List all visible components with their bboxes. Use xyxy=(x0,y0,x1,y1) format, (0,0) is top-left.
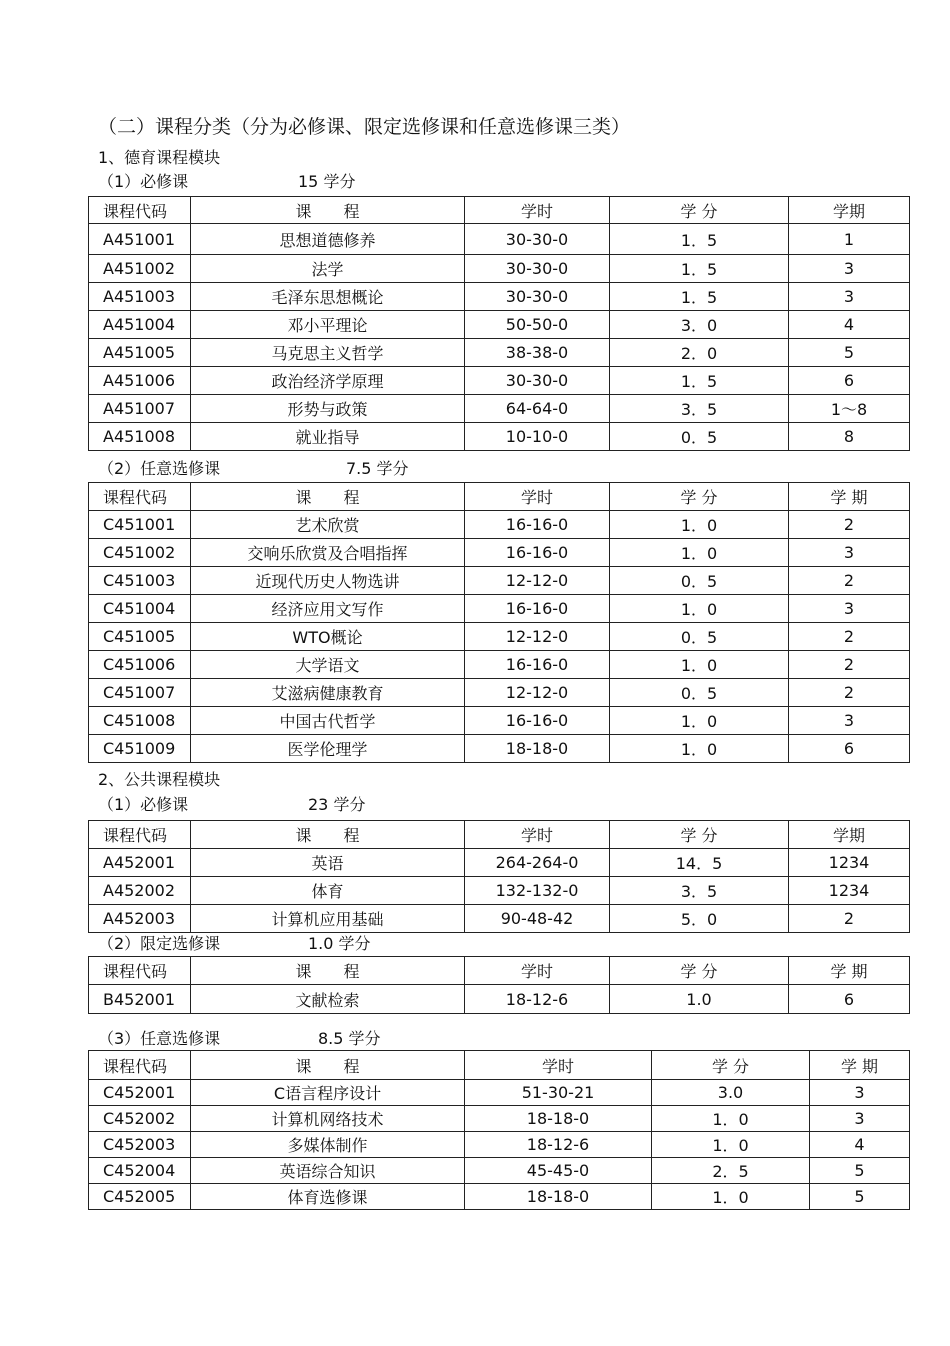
credits-cell: 5．0 xyxy=(610,905,789,933)
header-semester: 学 期 xyxy=(789,957,910,985)
course-code-cell: C451002 xyxy=(89,539,191,567)
course-code-cell: C452001 xyxy=(89,1080,191,1106)
table-row xyxy=(89,1080,910,1106)
semester-cell: 3 xyxy=(789,707,910,735)
course-code-cell: C451003 xyxy=(89,567,191,595)
table-row xyxy=(89,511,910,539)
course-table xyxy=(88,196,910,451)
hours-cell: 38-38-0 xyxy=(465,339,610,367)
hours-cell: 64-64-0 xyxy=(465,395,610,423)
hours-cell: 16-16-0 xyxy=(465,511,610,539)
credits-cell: 1．0 xyxy=(610,651,789,679)
credits-cell: 1．0 xyxy=(652,1132,810,1158)
table-row xyxy=(89,735,910,763)
hours-cell: 30-30-0 xyxy=(465,283,610,311)
group-label-row xyxy=(98,172,356,191)
semester-cell: 1～8 xyxy=(789,395,910,423)
semester-cell: 2 xyxy=(789,679,910,707)
hours-cell: 132-132-0 xyxy=(465,877,610,905)
course-name-cell: 英语综合知识 xyxy=(191,1158,465,1184)
credits-cell: 1．5 xyxy=(610,224,789,255)
credits-cell: 0．5 xyxy=(610,423,789,451)
hours-cell: 30-30-0 xyxy=(465,367,610,395)
course-table xyxy=(88,820,910,933)
course-code-cell: C451006 xyxy=(89,651,191,679)
group-credits: 15 学分 xyxy=(298,172,356,191)
table-row xyxy=(89,1184,910,1210)
header-semester: 学期 xyxy=(789,197,910,224)
header-semester: 学 期 xyxy=(810,1051,910,1080)
table-header-row xyxy=(89,1051,910,1080)
table-row xyxy=(89,707,910,735)
course-name-cell: 政治经济学原理 xyxy=(191,367,465,395)
course-table xyxy=(88,482,910,763)
course-code-cell: A451006 xyxy=(89,367,191,395)
hours-cell: 16-16-0 xyxy=(465,707,610,735)
credits-cell: 0．5 xyxy=(610,567,789,595)
header-credits: 学 分 xyxy=(610,483,789,511)
credits-cell: 1．0 xyxy=(652,1106,810,1132)
course-name-cell: 毛泽东思想概论 xyxy=(191,283,465,311)
module-heading: 1、德育课程模块 xyxy=(98,148,221,167)
course-code-cell: C451009 xyxy=(89,735,191,763)
table-header-row xyxy=(89,957,910,985)
table-row xyxy=(89,595,910,623)
semester-cell: 1234 xyxy=(789,877,910,905)
credits-cell: 1．0 xyxy=(610,511,789,539)
course-code-cell: A452001 xyxy=(89,849,191,877)
table-row xyxy=(89,255,910,283)
course-code-cell: C452002 xyxy=(89,1106,191,1132)
course-code-cell: A451002 xyxy=(89,255,191,283)
semester-cell: 4 xyxy=(810,1132,910,1158)
course-name-cell: 体育选修课 xyxy=(191,1184,465,1210)
semester-cell: 6 xyxy=(789,367,910,395)
table-row xyxy=(89,679,910,707)
hours-cell: 12-12-0 xyxy=(465,567,610,595)
hours-cell: 18-18-0 xyxy=(465,1184,652,1210)
hours-cell: 12-12-0 xyxy=(465,623,610,651)
course-name-cell: 近现代历史人物选讲 xyxy=(191,567,465,595)
header-course-name: 课 程 xyxy=(191,197,465,224)
header-hours: 学时 xyxy=(465,821,610,849)
course-code-cell: A452003 xyxy=(89,905,191,933)
header-hours: 学时 xyxy=(465,197,610,224)
section-title: （二）课程分类（分为必修课、限定选修课和任意选修课三类） xyxy=(98,116,631,138)
course-name-cell: 经济应用文写作 xyxy=(191,595,465,623)
hours-cell: 18-12-6 xyxy=(465,985,610,1014)
group-label: （1）必修课 xyxy=(98,172,189,191)
semester-cell: 3 xyxy=(789,539,910,567)
course-name-cell: 英语 xyxy=(191,849,465,877)
semester-cell: 2 xyxy=(789,905,910,933)
course-name-cell: 形势与政策 xyxy=(191,395,465,423)
hours-cell: 90-48-42 xyxy=(465,905,610,933)
course-name-cell: 邓小平理论 xyxy=(191,311,465,339)
hours-cell: 16-16-0 xyxy=(465,539,610,567)
header-credits: 学 分 xyxy=(610,197,789,224)
course-table xyxy=(88,1050,910,1210)
table-row xyxy=(89,224,910,255)
credits-cell: 0．5 xyxy=(610,679,789,707)
table-row xyxy=(89,651,910,679)
course-name-cell: 艾滋病健康教育 xyxy=(191,679,465,707)
table-row xyxy=(89,283,910,311)
course-name-cell: 计算机网络技术 xyxy=(191,1106,465,1132)
course-name-cell: 交响乐欣赏及合唱指挥 xyxy=(191,539,465,567)
table-row xyxy=(89,311,910,339)
header-course-code: 课程代码 xyxy=(89,957,191,985)
group-credits: 8.5 学分 xyxy=(318,1029,381,1048)
group-label: （2）限定选修课 xyxy=(98,934,221,953)
credits-cell: 3.0 xyxy=(652,1080,810,1106)
semester-cell: 5 xyxy=(789,339,910,367)
credits-cell: 1．0 xyxy=(652,1184,810,1210)
table-row xyxy=(89,905,910,933)
semester-cell: 3 xyxy=(789,595,910,623)
course-name-cell: 艺术欣赏 xyxy=(191,511,465,539)
hours-cell: 18-18-0 xyxy=(465,1106,652,1132)
credits-cell: 1．0 xyxy=(610,539,789,567)
semester-cell: 2 xyxy=(789,511,910,539)
course-name-cell: 体育 xyxy=(191,877,465,905)
group-credits: 7.5 学分 xyxy=(346,459,409,478)
header-semester: 学 期 xyxy=(789,483,910,511)
header-course-name: 课 程 xyxy=(191,957,465,985)
header-course-name: 课 程 xyxy=(191,1051,465,1080)
header-course-code: 课程代码 xyxy=(89,821,191,849)
semester-cell: 8 xyxy=(789,423,910,451)
header-hours: 学时 xyxy=(465,957,610,985)
table-row xyxy=(89,423,910,451)
group-label: （3）任意选修课 xyxy=(98,1029,221,1048)
course-name-cell: 计算机应用基础 xyxy=(191,905,465,933)
course-name-cell: C语言程序设计 xyxy=(191,1080,465,1106)
semester-cell: 6 xyxy=(789,985,910,1014)
group-label-row xyxy=(98,1029,381,1048)
table-row xyxy=(89,1132,910,1158)
course-code-cell: C451001 xyxy=(89,511,191,539)
course-name-cell: 思想道德修养 xyxy=(191,224,465,255)
header-credits: 学 分 xyxy=(610,957,789,985)
table-row xyxy=(89,985,910,1014)
table-header-row xyxy=(89,197,910,224)
header-hours: 学时 xyxy=(465,1051,652,1080)
table-row xyxy=(89,849,910,877)
course-code-cell: C452005 xyxy=(89,1184,191,1210)
course-code-cell: A451005 xyxy=(89,339,191,367)
semester-cell: 2 xyxy=(789,651,910,679)
semester-cell: 3 xyxy=(810,1080,910,1106)
course-code-cell: C451008 xyxy=(89,707,191,735)
course-name-cell: 多媒体制作 xyxy=(191,1132,465,1158)
course-name-cell: 就业指导 xyxy=(191,423,465,451)
credits-cell: 1．0 xyxy=(610,595,789,623)
semester-cell: 5 xyxy=(810,1184,910,1210)
credits-cell: 1.0 xyxy=(610,985,789,1014)
table-header-row xyxy=(89,821,910,849)
group-label-row xyxy=(98,795,366,814)
course-code-cell: A451003 xyxy=(89,283,191,311)
header-course-code: 课程代码 xyxy=(89,483,191,511)
semester-cell: 1234 xyxy=(789,849,910,877)
hours-cell: 16-16-0 xyxy=(465,595,610,623)
hours-cell: 50-50-0 xyxy=(465,311,610,339)
course-code-cell: C451004 xyxy=(89,595,191,623)
group-label: （1）必修课 xyxy=(98,795,189,814)
semester-cell: 2 xyxy=(789,623,910,651)
header-credits: 学 分 xyxy=(652,1051,810,1080)
credits-cell: 2．5 xyxy=(652,1158,810,1184)
credits-cell: 0．5 xyxy=(610,623,789,651)
credits-cell: 3．5 xyxy=(610,877,789,905)
course-name-cell: WTO概论 xyxy=(191,623,465,651)
table-row xyxy=(89,339,910,367)
course-code-cell: A452002 xyxy=(89,877,191,905)
table-row xyxy=(89,539,910,567)
header-course-name: 课 程 xyxy=(191,483,465,511)
credits-cell: 1．5 xyxy=(610,255,789,283)
group-label: （2）任意选修课 xyxy=(98,459,221,478)
course-table xyxy=(88,956,910,1014)
credits-cell: 3．0 xyxy=(610,311,789,339)
credits-cell: 1．0 xyxy=(610,707,789,735)
course-code-cell: A451007 xyxy=(89,395,191,423)
hours-cell: 12-12-0 xyxy=(465,679,610,707)
group-label-row xyxy=(98,459,409,478)
course-code-cell: C451005 xyxy=(89,623,191,651)
credits-cell: 1．5 xyxy=(610,283,789,311)
course-code-cell: A451001 xyxy=(89,224,191,255)
semester-cell: 1 xyxy=(789,224,910,255)
header-course-code: 课程代码 xyxy=(89,197,191,224)
module-heading: 2、公共课程模块 xyxy=(98,770,221,789)
table-row xyxy=(89,567,910,595)
header-hours: 学时 xyxy=(465,483,610,511)
course-name-cell: 医学伦理学 xyxy=(191,735,465,763)
hours-cell: 18-12-6 xyxy=(465,1132,652,1158)
semester-cell: 4 xyxy=(789,311,910,339)
semester-cell: 3 xyxy=(789,255,910,283)
semester-cell: 2 xyxy=(789,567,910,595)
semester-cell: 6 xyxy=(789,735,910,763)
course-name-cell: 中国古代哲学 xyxy=(191,707,465,735)
semester-cell: 3 xyxy=(789,283,910,311)
semester-cell: 3 xyxy=(810,1106,910,1132)
course-code-cell: C451007 xyxy=(89,679,191,707)
table-row xyxy=(89,367,910,395)
table-row xyxy=(89,623,910,651)
header-course-code: 课程代码 xyxy=(89,1051,191,1080)
table-row xyxy=(89,395,910,423)
table-row xyxy=(89,877,910,905)
semester-cell: 5 xyxy=(810,1158,910,1184)
header-credits: 学 分 xyxy=(610,821,789,849)
course-code-cell: A451008 xyxy=(89,423,191,451)
group-credits: 1.0 学分 xyxy=(308,934,371,953)
credits-cell: 14．5 xyxy=(610,849,789,877)
hours-cell: 30-30-0 xyxy=(465,255,610,283)
credits-cell: 1．5 xyxy=(610,367,789,395)
header-course-name: 课 程 xyxy=(191,821,465,849)
credits-cell: 1．0 xyxy=(610,735,789,763)
hours-cell: 30-30-0 xyxy=(465,224,610,255)
course-name-cell: 大学语文 xyxy=(191,651,465,679)
course-name-cell: 马克思主义哲学 xyxy=(191,339,465,367)
hours-cell: 10-10-0 xyxy=(465,423,610,451)
group-credits: 23 学分 xyxy=(308,795,366,814)
hours-cell: 16-16-0 xyxy=(465,651,610,679)
credits-cell: 2．0 xyxy=(610,339,789,367)
hours-cell: 51-30-21 xyxy=(465,1080,652,1106)
header-semester: 学期 xyxy=(789,821,910,849)
hours-cell: 264-264-0 xyxy=(465,849,610,877)
course-code-cell: B452001 xyxy=(89,985,191,1014)
course-name-cell: 法学 xyxy=(191,255,465,283)
hours-cell: 45-45-0 xyxy=(465,1158,652,1184)
group-label-row xyxy=(98,934,371,953)
course-code-cell: A451004 xyxy=(89,311,191,339)
course-name-cell: 文献检索 xyxy=(191,985,465,1014)
table-header-row xyxy=(89,483,910,511)
course-code-cell: C452003 xyxy=(89,1132,191,1158)
table-row xyxy=(89,1106,910,1132)
credits-cell: 3．5 xyxy=(610,395,789,423)
table-row xyxy=(89,1158,910,1184)
hours-cell: 18-18-0 xyxy=(465,735,610,763)
course-code-cell: C452004 xyxy=(89,1158,191,1184)
